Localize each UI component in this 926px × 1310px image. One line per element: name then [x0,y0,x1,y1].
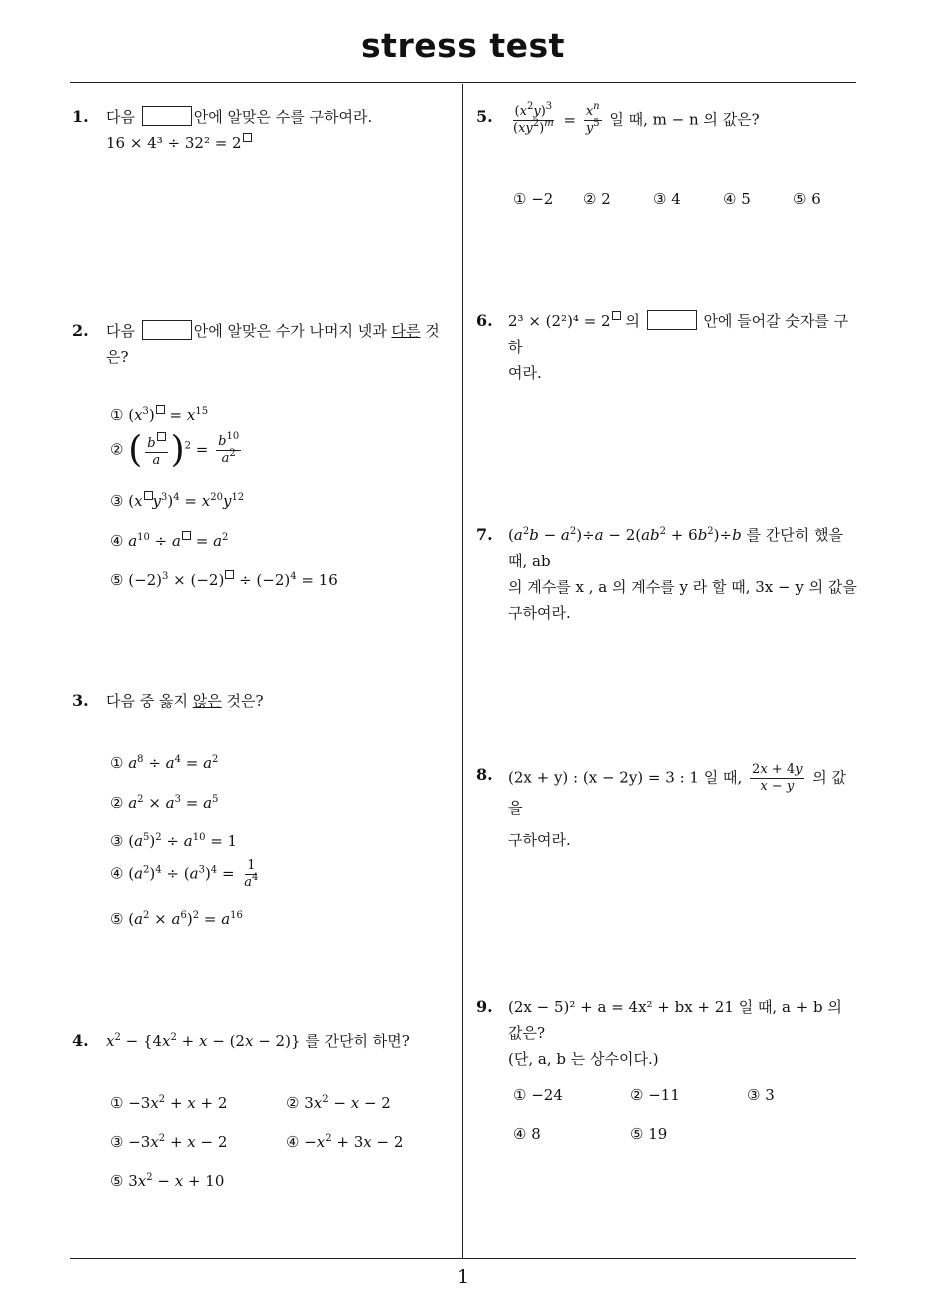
column-divider [462,84,463,1258]
question-number: 9. [476,997,493,1016]
question-text: 일 때, a + b 의 값은? [508,998,842,1042]
question-text: 다음 중 옳지 [106,692,188,710]
bottom-rule [70,1258,856,1259]
question-text: 안에 알맞은 수가 나머지 넷과 [193,322,387,340]
choice-5[interactable]: ⑤ $(-2)^3 \times (-2) \div (-2)^4 = 16$ [110,571,338,589]
question-text: 구하여라. [508,831,571,849]
question-text: 다음 [106,108,135,126]
question-expression: 16 × 4³ ÷ 32² = 2 [106,134,252,152]
choice-4[interactable]: ④ 8 [513,1125,541,1143]
choice-1[interactable]: ① $a^8 \div a^4 = a^2$ [110,754,219,772]
choice-3[interactable]: ③ 4 [653,190,681,208]
choice-2[interactable]: ② $a^2 \times a^3 = a^5$ [110,794,219,812]
question-text: 일 때, [703,768,743,787]
choice-5[interactable]: ⑤ $3x^2 - x + 10$ [110,1172,225,1190]
choice-5[interactable]: ⑤ $(a^2 \times a^6)^2 = a^{16}$ [110,910,243,928]
question-expression: $(a^2b - a^2)\div a - 2(ab^2 + 6b^2)\div b$ [508,526,742,544]
question-number: 2. [72,321,89,340]
question-number: 3. [72,691,89,710]
question-expression: (2x + y) : (x − 2y) = 3 : 1 [508,768,699,787]
question-text: 를 간단히 했을 때, ab [508,526,843,570]
choice-4[interactable]: ④ $a^{10} \div a = a^2$ [110,532,229,550]
question-text: 은? [106,348,129,366]
question-number: 6. [476,311,493,330]
top-rule [70,82,856,83]
choice-4[interactable]: ④ $-x^2 + 3x - 2$ [286,1133,404,1151]
answer-blank-box [142,106,192,126]
answer-blank-box [647,310,697,330]
question-text: (단, a, b 는 상수이다.) [508,1050,659,1068]
question-text: 안에 들어갈 숫자를 구하 [508,312,849,356]
choice-1[interactable]: ① −24 [513,1086,563,1104]
page-number: 1 [456,1266,470,1288]
question-number: 8. [476,765,493,784]
choice-3[interactable]: ③ $-3x^2 + x - 2$ [110,1133,228,1151]
question-expression: 2³ × (2²)⁴ = 2 [508,312,621,330]
choice-2[interactable]: ② $3x^2 - x - 2$ [286,1094,391,1112]
fraction-expression: $\frac{2x + 4y}{x - y}$ [752,762,803,794]
question-expression: $x^2 - \{4x^2 + x - (2x - 2)\}$ [106,1032,301,1050]
question-expression: $\frac{(x^2y)^3}{(xy^2)^m}$ = $\frac{x^n}{y^5}$ [513,101,600,136]
choice-1[interactable]: ① $-3x^2 + x + 2$ [110,1094,228,1112]
choice-1[interactable]: ① $(x^3) = x^{15}$ [110,406,209,424]
question-text: 안에 알맞은 수를 구하여라. [193,108,373,126]
question-expression: (2x − 5)² + a = 4x² + bx + 21 [508,998,734,1016]
choice-5[interactable]: ⑤ 6 [793,190,821,208]
underlined-word: 다른 [391,322,421,340]
question-text: 것은? [226,692,264,710]
choice-4[interactable]: ④ $(a^2)^4 \div (a^3)^4$ = $\frac{1}{a^4}$ [110,858,259,890]
question-text: 것 [425,322,440,340]
choice-2[interactable]: ② 2 [583,190,611,208]
question-text: 를 간단히 하면? [305,1032,410,1050]
answer-blank-box [142,320,192,340]
question-text: 일 때, m − n 의 값은? [609,110,760,129]
question-text: 의 값을 [508,768,846,817]
choice-3[interactable]: ③ $(a^5)^2 \div a^{10} = 1$ [110,832,238,850]
choice-2[interactable]: ② −11 [630,1086,680,1104]
question-number: 7. [476,525,493,544]
choice-3[interactable]: ③ 3 [747,1086,775,1104]
question-number: 5. [476,107,493,126]
choice-1[interactable]: ① −2 [513,190,554,208]
question-text: 여라. [508,364,542,382]
question-text: 의 [625,312,640,330]
choice-3[interactable]: ③ (x $y^3)^4 = x^{20}y^{12}$ [110,492,245,510]
choice-5[interactable]: ⑤ 19 [630,1125,668,1143]
question-number: 4. [72,1031,89,1050]
page-title: stress test [361,26,565,65]
choice-2[interactable]: ② ( $\frac{b}{a}$ )$^2$ = $\frac{b^{10}}{a^2}$ [110,429,240,471]
question-text: 의 계수를 x , a 의 계수를 y 라 할 때, 3x − y 의 값을 [508,578,857,596]
underlined-word: 않은 [192,692,222,710]
question-text: 다음 [106,322,135,340]
question-text: 구하여라. [508,604,571,622]
question-number: 1. [72,107,89,126]
choice-4[interactable]: ④ 5 [723,190,751,208]
